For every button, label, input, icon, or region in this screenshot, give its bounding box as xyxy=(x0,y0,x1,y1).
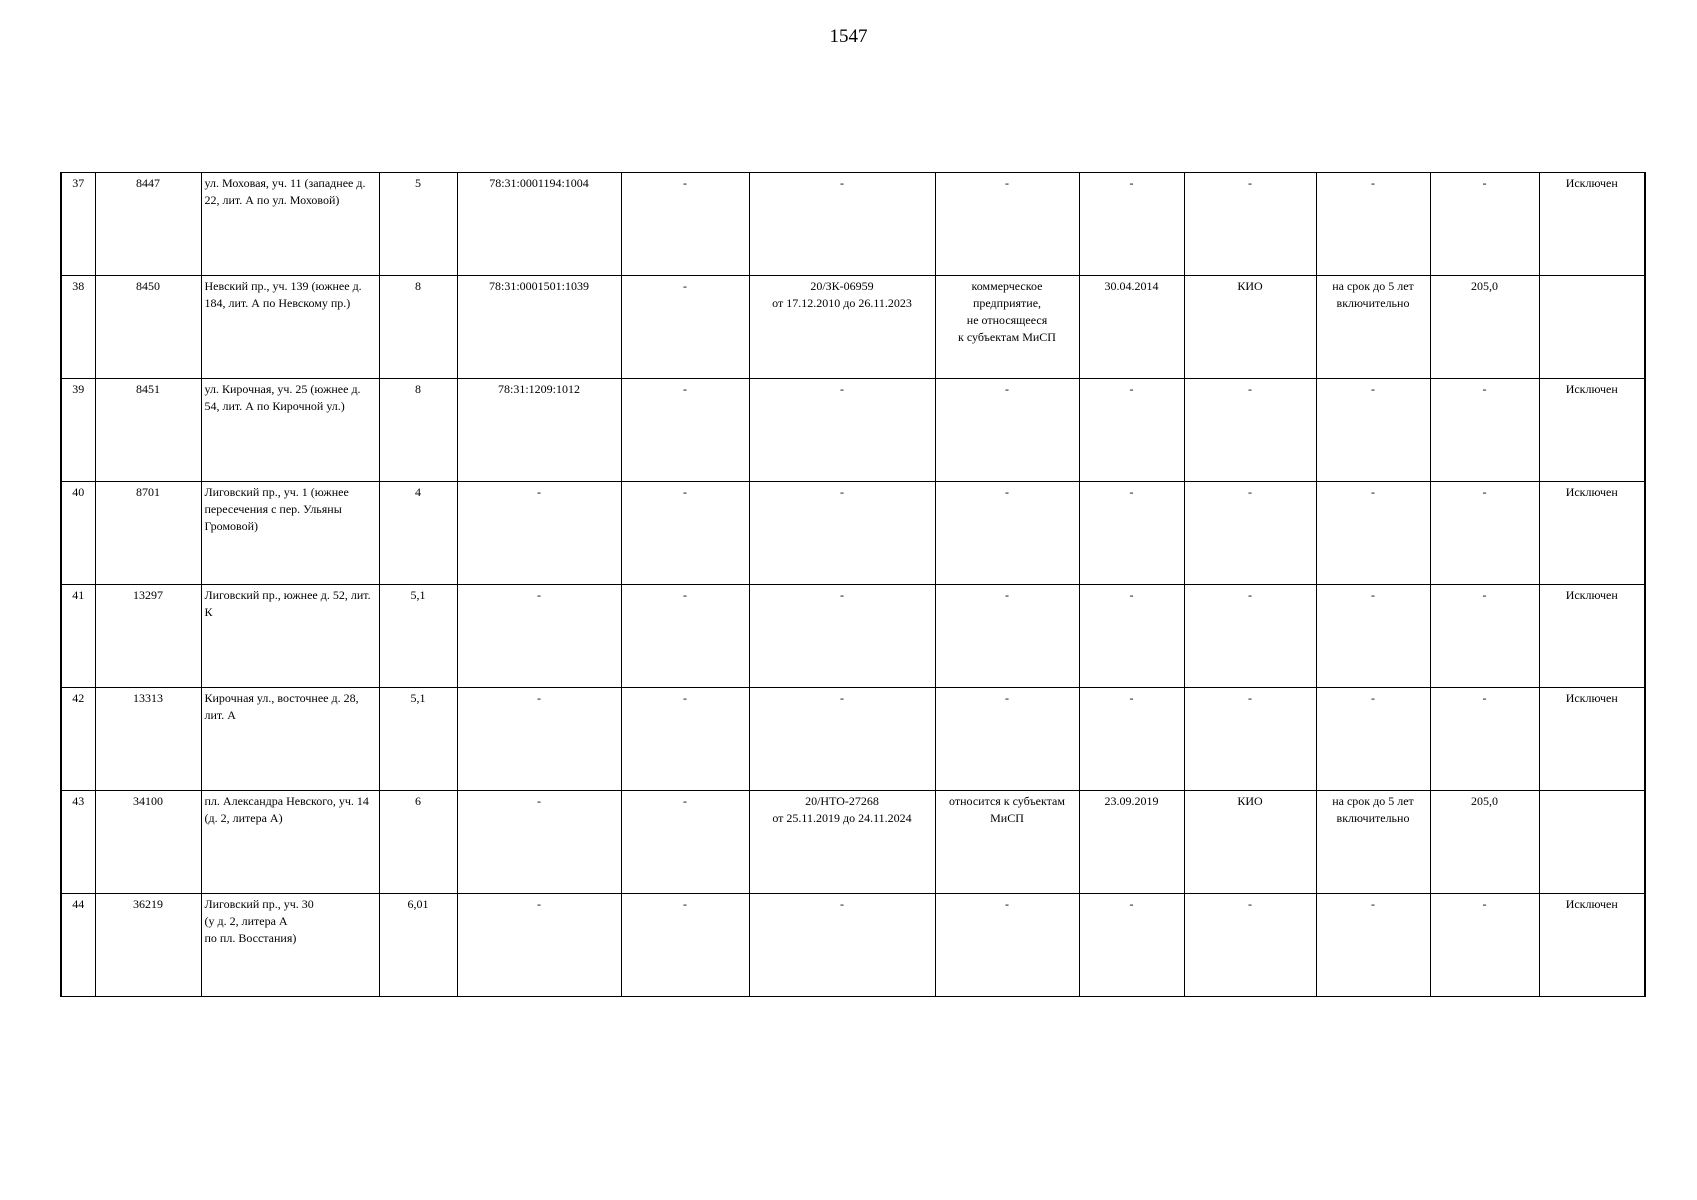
rate: - xyxy=(1430,482,1539,585)
column-6: - xyxy=(621,276,749,379)
cadastral-number: 78:31:0001501:1039 xyxy=(457,276,621,379)
date: - xyxy=(1079,379,1184,482)
cadastral-number: - xyxy=(457,894,621,997)
object-id: 36219 xyxy=(95,894,201,997)
column-6: - xyxy=(621,482,749,585)
row-number: 38 xyxy=(61,276,95,379)
address: пл. Александра Невского, уч. 14 (д. 2, литера А) xyxy=(201,791,379,894)
column-6: - xyxy=(621,791,749,894)
table-row xyxy=(61,894,1645,997)
date: 30.04.2014 xyxy=(1079,276,1184,379)
authority: - xyxy=(1184,894,1316,997)
cadastral-number: 78:31:0001194:1004 xyxy=(457,173,621,276)
term: - xyxy=(1316,688,1430,791)
row-number: 40 xyxy=(61,482,95,585)
date: - xyxy=(1079,482,1184,585)
area: 5 xyxy=(379,173,457,276)
object-id: 8701 xyxy=(95,482,201,585)
rate: - xyxy=(1430,173,1539,276)
tenant-type: - xyxy=(935,688,1079,791)
authority: - xyxy=(1184,688,1316,791)
area: 8 xyxy=(379,276,457,379)
contract: - xyxy=(749,585,935,688)
address: Кирочная ул., восточнее д. 28, лит. А xyxy=(201,688,379,791)
term: - xyxy=(1316,379,1430,482)
column-6: - xyxy=(621,894,749,997)
authority: КИО xyxy=(1184,276,1316,379)
area: 6 xyxy=(379,791,457,894)
authority: - xyxy=(1184,379,1316,482)
date: - xyxy=(1079,688,1184,791)
row-number: 42 xyxy=(61,688,95,791)
address: Лиговский пр., южнее д. 52, лит. К xyxy=(201,585,379,688)
term: на срок до 5 лет включительно xyxy=(1316,276,1430,379)
object-id: 13313 xyxy=(95,688,201,791)
note: Исключен xyxy=(1539,379,1645,482)
term: - xyxy=(1316,482,1430,585)
tenant-type: коммерческое предприятие, не относящееся к субъектам МиСП xyxy=(935,276,1079,379)
page-number: 1547 xyxy=(829,26,868,47)
note: Исключен xyxy=(1539,688,1645,791)
cadastral-number: 78:31:1209:1012 xyxy=(457,379,621,482)
column-6: - xyxy=(621,688,749,791)
term: - xyxy=(1316,585,1430,688)
contract: - xyxy=(749,894,935,997)
cadastral-number: - xyxy=(457,688,621,791)
column-6: - xyxy=(621,585,749,688)
table-row xyxy=(61,173,1645,276)
date: 23.09.2019 xyxy=(1079,791,1184,894)
term: - xyxy=(1316,173,1430,276)
table-row xyxy=(61,482,1645,585)
area: 4 xyxy=(379,482,457,585)
tenant-type: относится к субъектам МиСП xyxy=(935,791,1079,894)
table-row xyxy=(61,379,1645,482)
object-id: 8447 xyxy=(95,173,201,276)
object-id: 8451 xyxy=(95,379,201,482)
address: ул. Кирочная, уч. 25 (южнее д. 54, лит. А по Кирочной ул.) xyxy=(201,379,379,482)
area: 5,1 xyxy=(379,585,457,688)
date: - xyxy=(1079,173,1184,276)
authority: - xyxy=(1184,173,1316,276)
contract: - xyxy=(749,379,935,482)
authority: - xyxy=(1184,482,1316,585)
rate: - xyxy=(1430,585,1539,688)
row-number: 44 xyxy=(61,894,95,997)
row-number: 43 xyxy=(61,791,95,894)
cadastral-number: - xyxy=(457,585,621,688)
term: на срок до 5 лет включительно xyxy=(1316,791,1430,894)
address: Невский пр., уч. 139 (южнее д. 184, лит. А по Невскому пр.) xyxy=(201,276,379,379)
date: - xyxy=(1079,894,1184,997)
tenant-type: - xyxy=(935,482,1079,585)
note: Исключен xyxy=(1539,173,1645,276)
tenant-type: - xyxy=(935,894,1079,997)
contract: 20/НТО-27268 от 25.11.2019 до 24.11.2024 xyxy=(749,791,935,894)
address: Лиговский пр., уч. 30 (у д. 2, литера А по пл. Восстания) xyxy=(201,894,379,997)
rate: 205,0 xyxy=(1430,791,1539,894)
object-id: 8450 xyxy=(95,276,201,379)
tenant-type: - xyxy=(935,379,1079,482)
note: Исключен xyxy=(1539,585,1645,688)
row-number: 39 xyxy=(61,379,95,482)
row-number: 37 xyxy=(61,173,95,276)
row-number: 41 xyxy=(61,585,95,688)
area: 5,1 xyxy=(379,688,457,791)
rate: - xyxy=(1430,894,1539,997)
area: 6,01 xyxy=(379,894,457,997)
column-6: - xyxy=(621,173,749,276)
contract: 20/ЗК-06959 от 17.12.2010 до 26.11.2023 xyxy=(749,276,935,379)
tenant-type: - xyxy=(935,173,1079,276)
contract: - xyxy=(749,173,935,276)
area: 8 xyxy=(379,379,457,482)
cadastral-number: - xyxy=(457,791,621,894)
table-row xyxy=(61,791,1645,894)
address: Лиговский пр., уч. 1 (южнее пересечения с пер. Ульяны Громовой) xyxy=(201,482,379,585)
registry-table xyxy=(60,172,1646,997)
object-id: 34100 xyxy=(95,791,201,894)
cadastral-number: - xyxy=(457,482,621,585)
contract: - xyxy=(749,688,935,791)
table-row xyxy=(61,585,1645,688)
table-row xyxy=(61,688,1645,791)
term: - xyxy=(1316,894,1430,997)
note xyxy=(1539,276,1645,379)
object-id: 13297 xyxy=(95,585,201,688)
rate: - xyxy=(1430,379,1539,482)
contract: - xyxy=(749,482,935,585)
authority: КИО xyxy=(1184,791,1316,894)
tenant-type: - xyxy=(935,585,1079,688)
authority: - xyxy=(1184,585,1316,688)
table-row xyxy=(61,276,1645,379)
note xyxy=(1539,791,1645,894)
date: - xyxy=(1079,585,1184,688)
rate: 205,0 xyxy=(1430,276,1539,379)
registry-body xyxy=(61,173,1645,997)
note: Исключен xyxy=(1539,482,1645,585)
rate: - xyxy=(1430,688,1539,791)
column-6: - xyxy=(621,379,749,482)
note: Исключен xyxy=(1539,894,1645,997)
address: ул. Моховая, уч. 11 (западнее д. 22, лит. А по ул. Моховой) xyxy=(201,173,379,276)
